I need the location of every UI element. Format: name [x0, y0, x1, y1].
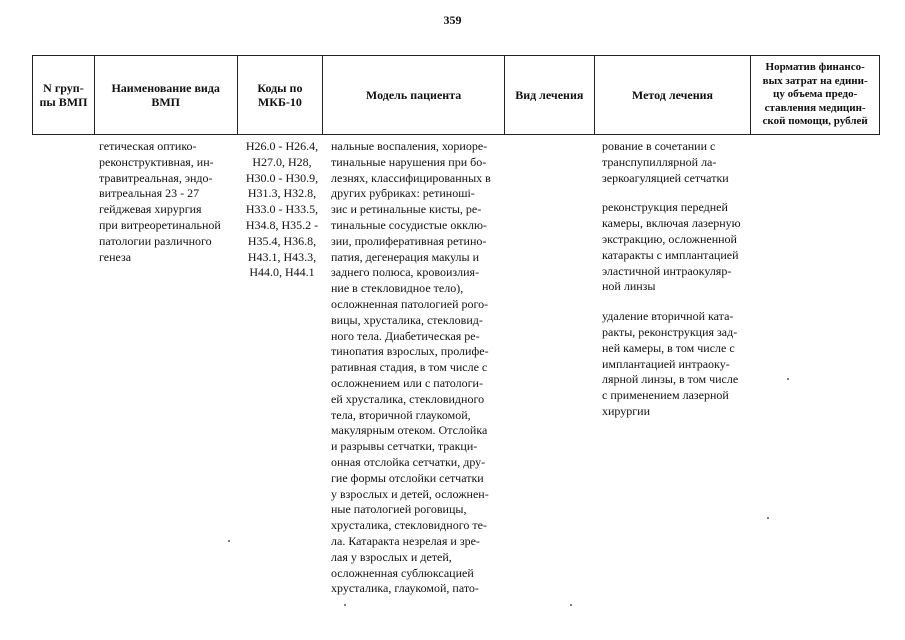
method-item: реконструкция передней камеры, включая лазерную экстракцию, осложненной катаракты с имплантацией эластичной интраокуляр- ной линзы — [602, 200, 741, 294]
cell-icd-codes: Н26.0 - Н26.4, Н27.0, Н28, Н30.0 - Н30.9, Н31.3, Н32.8, Н33.0 - Н33.5, Н34.8, Н35.2 - Н35.4, Н36.8, Н43.1, Н43.3, Н44.0, Н44.1 — [245, 139, 319, 280]
page-number: 359 — [443, 13, 462, 27]
cell-vmp-name: гетическая оптико- реконструктивная, ин- травитреальная, эндо- витреальная 23 - 27 гейджевая хирургия при витреоретинальной патологии различного генеза — [99, 139, 221, 264]
scan-speck — [228, 540, 230, 542]
method-item: рование в сочетании с транспупиллярной ла- зеркоагуляцией сетчатки — [602, 139, 729, 185]
header-patient-model: Модель пациента — [323, 56, 505, 134]
method-item: удаление вторичной ката- ракты, реконструкция зад- ней камеры, в том числе с имплантацией интраоку- лярной линзы, в том числе с применением лазерной хирургии — [602, 309, 739, 418]
cell-patient-model: нальные воспаления, хориоре- тинальные нарушения при бо- лезнях, классифицированных в других рубриках: ретиношi- зис и ретинальные кисты, ре- тинальные сосудистые окклю- зии, пролиферативная ретино- патия, дегенерация макулы и заднего полюса, кровоизлия- ние в стекловидное тело), осложненная патологией рого- вицы, хрусталика, стекловид- ного тела. Диабетическая ре- тинопатия взрослых, пролифе- ративная стадия, в том числе с осложнением или с патологи- ей хрусталика, стекловидного тела, вторичной глаукомой, макулярным отеком. Отслойка и разрывы сетчатки, тракци- онная отслойка сетчатки, дру- гие формы отслойки сетчатки у взрослых и детей, осложнен- ные патологией роговицы, хрусталика, стекловидного те- ла. Катаракта незрелая и зре- лая у взрослых и детей, осложненная сублюксацией хрусталика, глаукомой, пато- — [331, 139, 491, 596]
header-treatment-method: Метод лечения — [595, 56, 752, 134]
header-treatment-type: Вид лечения — [505, 56, 595, 134]
scan-speck — [787, 378, 789, 380]
table-header — [32, 55, 880, 135]
header-cost-norm: Норматив финансо- вых затрат на едини- цу объема предо- ставления медицин- ской помощи, рублей — [762, 61, 868, 128]
scan-speck — [344, 604, 346, 606]
header-icd-codes: Коды по МКБ-10 — [238, 56, 324, 134]
scan-speck — [767, 517, 769, 519]
scan-speck — [570, 604, 572, 606]
cell-treatment-methods — [602, 139, 762, 420]
header-vmp-name: Наименование вида ВМП — [95, 56, 238, 134]
header-group-number: N груп- пы ВМП — [33, 56, 95, 134]
